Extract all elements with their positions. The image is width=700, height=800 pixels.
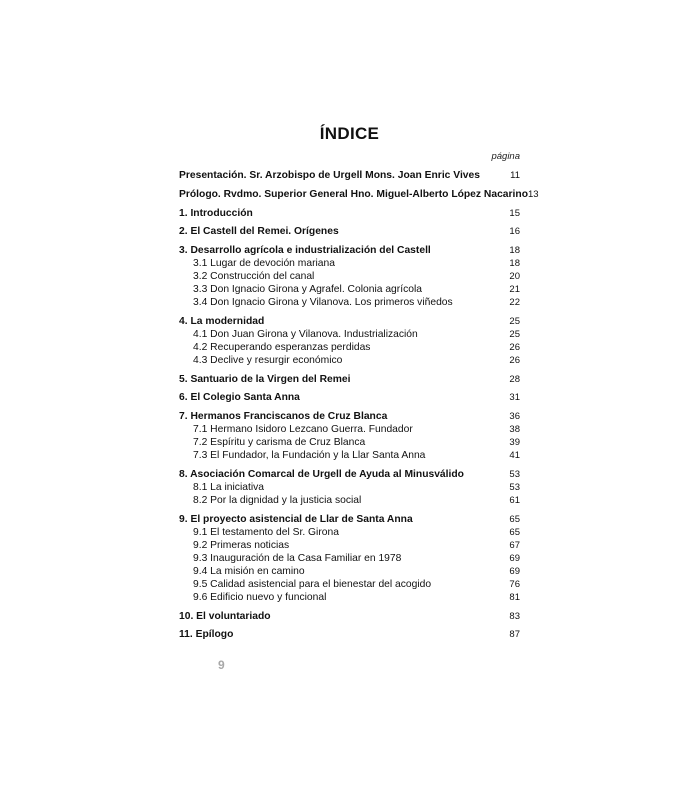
toc-chapter-entry [179, 411, 520, 422]
toc-entry-title: 3.1 Lugar de devoción mariana [193, 258, 335, 269]
toc-entry-page: 69 [509, 553, 520, 564]
toc-section-entry [179, 450, 520, 461]
toc-entry-title: 4. La modernidad [179, 316, 265, 327]
toc-entry-title: 3.3 Don Ignacio Girona y Agrafel. Colonia agrícola [193, 284, 422, 295]
toc-entry-page: 15 [509, 208, 520, 219]
toc-entry-page: 69 [509, 566, 520, 577]
toc-section-entry [179, 527, 520, 538]
toc-entry-page: 31 [509, 392, 520, 403]
toc-chapter-entry [179, 245, 520, 256]
toc-section-entry [179, 579, 520, 590]
toc-entry-page: 18 [509, 258, 520, 269]
toc-entry-title: 9.5 Calidad asistencial para el bienestar del acogido [193, 579, 432, 590]
toc-entry-page: 25 [509, 316, 520, 327]
toc-chapter-entry [179, 514, 520, 525]
toc-entry-title: 2. El Castell del Remei. Orígenes [179, 226, 339, 237]
toc-entry-page: 61 [509, 495, 520, 506]
toc-chapter-entry [179, 208, 520, 219]
toc-entry-page: 20 [509, 271, 520, 282]
page-column-label: página [491, 151, 520, 162]
toc-entry-title: 9.6 Edificio nuevo y funcional [193, 592, 327, 603]
toc-entry-page: 22 [509, 297, 520, 308]
toc-entry-title: 3.4 Don Ignacio Girona y Vilanova. Los primeros viñedos [193, 297, 453, 308]
toc-entry-title: 8.2 Por la dignidad y la justicia social [193, 495, 362, 506]
toc-entry-title: Presentación. Sr. Arzobispo de Urgell Mons. Joan Enric Vives [179, 170, 480, 181]
toc-entry-page: 83 [509, 611, 520, 622]
toc-entry-page: 28 [509, 374, 520, 385]
toc-entry-title: 4.3 Declive y resurgir económico [193, 355, 343, 366]
toc-entry-title: 9.3 Inauguración de la Casa Familiar en 1978 [193, 553, 402, 564]
toc-chapter-entry [179, 629, 520, 640]
toc-entry-title: 3.2 Construcción del canal [193, 271, 315, 282]
page-title: ÍNDICE [319, 124, 380, 143]
toc-entry-title: 9.1 El testamento del Sr. Girona [193, 527, 339, 538]
toc-entry-title: 3. Desarrollo agrícola e industrialización del Castell [179, 245, 431, 256]
toc-entry-page: 39 [509, 437, 520, 448]
toc-entry-page: 18 [509, 245, 520, 256]
toc-entry-title: Prólogo. Rvdmo. Superior General Hno. Miguel-Alberto López Nacarino [179, 189, 528, 200]
toc-chapter-entry [179, 392, 520, 403]
toc-entry-page: 13 [527, 189, 539, 200]
page-number: 9 [218, 658, 225, 672]
toc-entry-title: 6. El Colegio Santa Anna [179, 392, 300, 403]
toc-chapter-entry [179, 189, 539, 200]
toc-entry-title: 5. Santuario de la Virgen del Remei [179, 374, 351, 385]
toc-entry-page: 67 [509, 540, 520, 551]
toc-entry-page: 41 [509, 450, 520, 461]
toc-entry-title: 9.4 La misión en camino [193, 566, 305, 577]
toc-section-entry [179, 495, 520, 506]
toc-entry-page: 36 [509, 411, 520, 422]
toc-entry-title: 10. El voluntariado [179, 611, 271, 622]
toc-entry-title: 7.2 Espíritu y carisma de Cruz Blanca [193, 437, 366, 448]
toc-section-entry [179, 553, 520, 564]
toc-chapter-entry [179, 316, 520, 327]
toc-entry-title: 1. Introducción [179, 208, 253, 219]
toc-section-entry [179, 329, 520, 340]
toc-entry-page: 26 [509, 342, 520, 353]
toc-section-entry [179, 342, 520, 353]
toc-entry-title: 11. Epílogo [179, 629, 234, 640]
toc-entry-page: 38 [509, 424, 520, 435]
toc-entry-title: 7. Hermanos Franciscanos de Cruz Blanca [179, 411, 388, 422]
toc-chapter-entry [179, 226, 520, 237]
toc-entry-page: 25 [509, 329, 520, 340]
toc-entry-title: 7.1 Hermano Isidoro Lezcano Guerra. Fundador [193, 424, 413, 435]
toc-section-entry [179, 592, 520, 603]
toc-section-entry [179, 284, 520, 295]
toc-entry-title: 8.1 La iniciativa [193, 482, 264, 493]
toc-entry-page: 87 [509, 629, 520, 640]
toc-chapter-entry [179, 374, 520, 385]
toc-section-entry [179, 424, 520, 435]
toc-section-entry [179, 271, 520, 282]
toc-section-entry [179, 355, 520, 366]
toc-entry-title: 4.1 Don Juan Girona y Vilanova. Industrialización [193, 329, 418, 340]
toc-chapter-entry [179, 170, 520, 181]
toc-entry-title: 7.3 El Fundador, la Fundación y la Llar Santa Anna [193, 450, 426, 461]
toc-entry-page: 76 [509, 579, 520, 590]
toc-section-entry [179, 297, 520, 308]
toc-section-entry [179, 437, 520, 448]
toc-entry-page: 65 [509, 527, 520, 538]
toc-entry-page: 16 [509, 226, 520, 237]
toc-entry-page: 26 [509, 355, 520, 366]
toc-entry-title: 8. Asociación Comarcal de Urgell de Ayuda al Minusválido [179, 469, 464, 480]
toc-entry-page: 53 [509, 469, 520, 480]
toc-chapter-entry [179, 469, 520, 480]
toc-entry-page: 11 [510, 170, 520, 181]
toc-entry-title: 4.2 Recuperando esperanzas perdidas [193, 342, 371, 353]
toc-chapter-entry [179, 611, 520, 622]
toc-entry-page: 21 [509, 284, 520, 295]
toc-section-entry [179, 566, 520, 577]
toc-section-entry [179, 258, 520, 269]
toc-section-entry [179, 540, 520, 551]
toc-section-entry [179, 482, 520, 493]
toc-entry-title: 9.2 Primeras noticias [193, 540, 290, 551]
toc-entry-title: 9. El proyecto asistencial de Llar de Santa Anna [179, 514, 413, 525]
toc-entry-page: 81 [509, 592, 520, 603]
toc-entry-page: 53 [509, 482, 520, 493]
toc-entry-page: 65 [509, 514, 520, 525]
